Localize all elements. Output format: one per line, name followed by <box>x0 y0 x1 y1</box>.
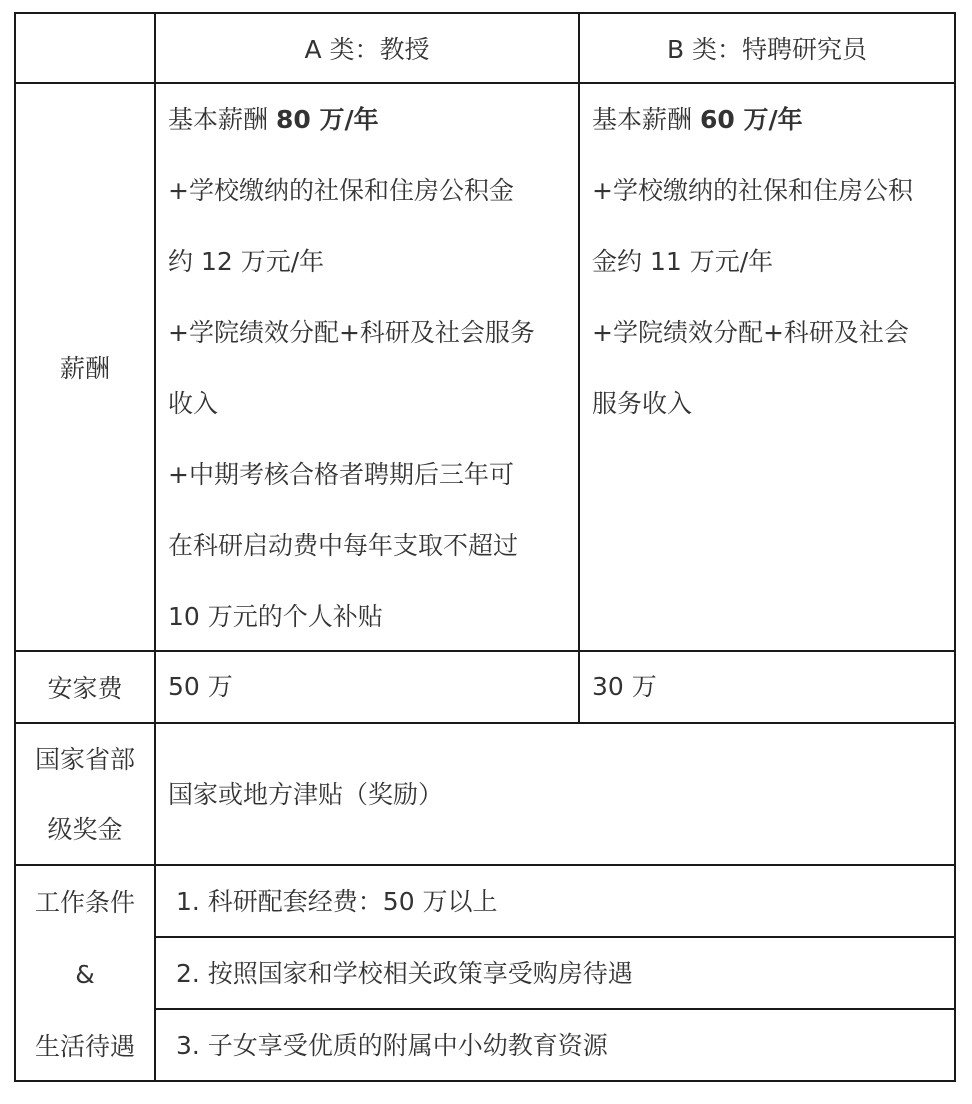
salary-a-line-text: 收入 <box>168 389 219 418</box>
conditions-label-line3: 生活待遇 <box>34 1032 135 1061</box>
salary-a-line <box>168 103 379 137</box>
award-value-cell <box>156 724 954 864</box>
housing-label-cell <box>16 652 154 722</box>
salary-a-line-text: 约 12 万元/年 <box>168 247 325 276</box>
grid-line-after-item-1 <box>155 936 956 938</box>
header-empty-cell <box>16 13 154 83</box>
salary-b-line <box>592 316 909 350</box>
salary-b-line <box>592 174 913 208</box>
housing-label: 安家费 <box>47 674 123 703</box>
grid-line-left <box>14 12 16 1082</box>
salary-b-cell <box>580 84 954 650</box>
salary-a-line <box>168 529 518 563</box>
grid-line-top <box>15 12 956 14</box>
salary-b-line <box>592 103 803 137</box>
salary-a-line-text: 在科研启动费中每年支取不超过 <box>168 531 519 560</box>
award-label-line1: 国家省部 <box>34 745 135 774</box>
award-label-line2: 级奖金 <box>47 815 123 844</box>
salary-a-cell <box>156 84 578 650</box>
grid-line-after-housing <box>15 722 956 724</box>
salary-b-line <box>592 245 773 279</box>
housing-a-cell <box>156 652 578 722</box>
header-a-cell <box>156 13 578 83</box>
salary-a-line-text: 基本薪酬 <box>168 105 276 134</box>
salary-b-line-text: 金约 11 万元/年 <box>592 247 774 276</box>
housing-b-cell <box>580 652 954 722</box>
housing-b-value: 30 万 <box>592 672 657 701</box>
grid-line-right <box>954 12 956 1082</box>
grid-line-after-award <box>15 864 956 866</box>
salary-label-cell <box>16 84 154 650</box>
salary-a-line <box>168 316 535 350</box>
grid-line-after-item-2 <box>155 1008 956 1010</box>
grid-line-after-salary <box>15 650 956 652</box>
conditions-item-1: 1. 科研配套经费：50 万以上 <box>176 887 498 916</box>
salary-b-line-text: +学校缴纳的社保和住房公积 <box>592 176 913 205</box>
conditions-item-3: 3. 子女享受优质的附属中小幼教育资源 <box>176 1031 608 1060</box>
award-value: 国家或地方津贴（奖励） <box>168 780 444 809</box>
salary-label: 薪酬 <box>59 354 110 383</box>
salary-b-line-text: +学院绩效分配+科研及社会 <box>592 318 909 347</box>
salary-a-line <box>168 245 324 279</box>
salary-a-line-text: 10 万元的个人补贴 <box>168 602 383 631</box>
salary-b-line-text: 基本薪酬 <box>592 105 700 134</box>
award-label-cell <box>16 724 154 864</box>
salary-b-line-bold-text: 60 万/年 <box>699 105 803 134</box>
conditions-label-line2: & <box>75 960 95 989</box>
grid-line-after-header <box>15 82 956 84</box>
header-b-cell <box>580 13 954 83</box>
conditions-item-2: 2. 按照国家和学校相关政策享受购房待遇 <box>176 959 633 988</box>
salary-a-line <box>168 600 383 634</box>
conditions-item-2-cell <box>156 938 954 1008</box>
grid-line-bottom <box>15 1080 956 1082</box>
conditions-item-1-cell <box>156 866 954 936</box>
salary-a-line-text: +学校缴纳的社保和住房公积金 <box>168 176 514 205</box>
salary-a-line-text: +学院绩效分配+科研及社会服务 <box>168 318 535 347</box>
salary-a-line-bold-text: 80 万/年 <box>275 105 379 134</box>
salary-b-line-text: 服务收入 <box>592 389 693 418</box>
housing-a-value: 50 万 <box>168 672 233 701</box>
salary-a-line <box>168 174 514 208</box>
conditions-item-3-cell <box>156 1010 954 1080</box>
salary-b-line <box>592 387 692 421</box>
salary-a-line-text: +中期考核合格者聘期后三年可 <box>168 460 514 489</box>
salary-a-line <box>168 458 514 492</box>
conditions-label-cell <box>16 866 154 1080</box>
grid-line-ab-divider <box>578 12 580 724</box>
header-a-title: A 类：教授 <box>304 35 430 64</box>
grid-line-label-divider <box>154 12 156 1082</box>
header-b-title: B 类：特聘研究员 <box>666 35 868 64</box>
conditions-label-line1: 工作条件 <box>34 888 135 917</box>
salary-a-line <box>168 387 218 421</box>
